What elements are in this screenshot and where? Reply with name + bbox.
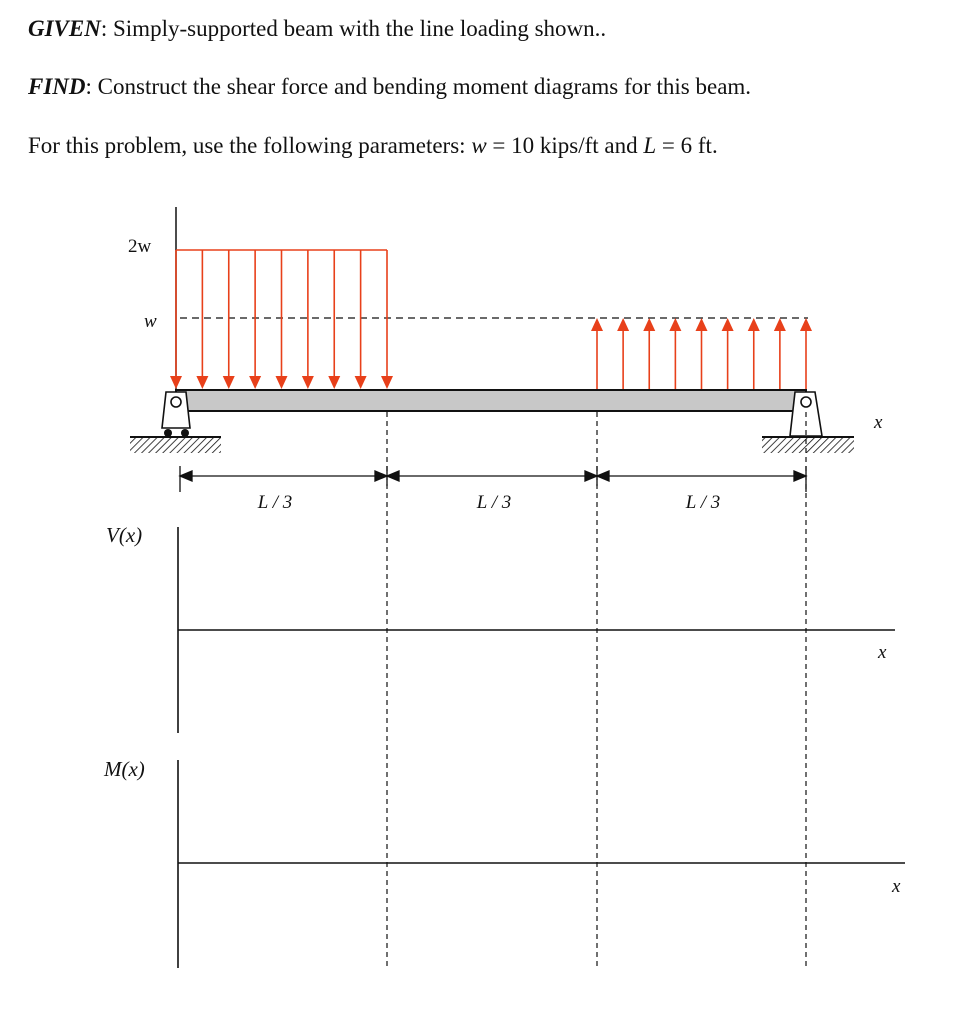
L-symbol: L [643, 133, 657, 158]
segment-label-3: L / 3 [685, 492, 721, 513]
downward-load-arrow [328, 250, 340, 389]
upward-load-arrows [591, 318, 812, 390]
segment-label-2: L / 3 [476, 492, 512, 513]
find-label: FIND [28, 74, 86, 99]
upward-load-arrow [748, 318, 760, 390]
shear-x-label: x [878, 642, 887, 663]
w-value: = 10 kips/ft and [486, 133, 644, 158]
downward-load-arrow [223, 250, 235, 389]
find-text: : Construct the shear force and bending moment diagrams for this beam. [85, 74, 752, 99]
params-prefix: For this problem, use the following parameters: [28, 133, 472, 158]
load-label-w: w [144, 311, 157, 332]
w-symbol: w [471, 133, 487, 158]
upward-load-arrow [669, 318, 681, 390]
segment-label-1: L / 3 [257, 492, 293, 513]
upward-load-arrow [591, 318, 603, 390]
downward-load-arrow [276, 250, 288, 389]
shear-label: V(x) [106, 523, 143, 547]
moment-diagram-axes [178, 760, 905, 968]
L-value: = 6 ft. [656, 133, 718, 158]
given-text: : Simply-supported beam with the line loading shown.. [100, 16, 607, 41]
upward-load-arrow [774, 318, 786, 390]
given-label: GIVEN [28, 16, 101, 41]
load-label-2w: 2w [128, 236, 152, 257]
downward-load-arrow [381, 250, 393, 389]
moment-label: M(x) [104, 757, 145, 781]
upward-load-arrow [800, 318, 812, 390]
upward-load-arrow [617, 318, 629, 390]
downward-load-arrow [196, 250, 208, 389]
downward-load-arrow [355, 250, 367, 389]
downward-load-arrow [170, 250, 182, 389]
shear-diagram-axes [178, 527, 895, 733]
downward-load-arrow [302, 250, 314, 389]
moment-x-label: x [892, 876, 901, 897]
beam-x-label: x [874, 412, 883, 433]
downward-load-arrow [249, 250, 261, 389]
upward-load-arrow [643, 318, 655, 390]
downward-load-arrows [170, 250, 393, 389]
dimension-line [180, 466, 806, 492]
upward-load-arrow [722, 318, 734, 390]
upward-load-arrow [696, 318, 708, 390]
beam [176, 390, 806, 411]
